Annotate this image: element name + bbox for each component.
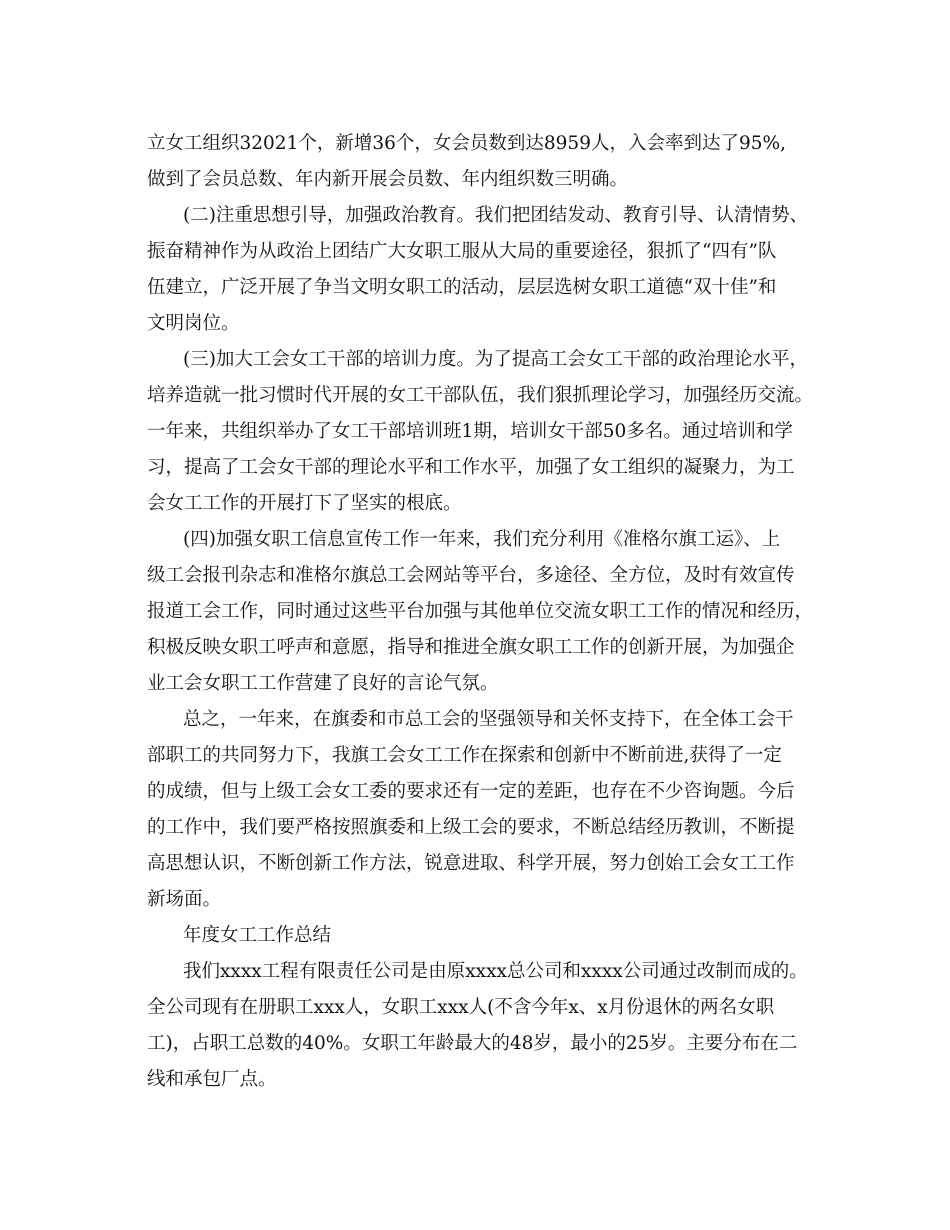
text-line: 全公司现有在册职工xxx人，女职工xxx人(不含今年x、x月份退休的两名女职 (147, 997, 775, 1018)
text-line: 的成绩，但与上级工会女工委的要求还有一定的差距，也存在不少咨询题。今后 (147, 781, 795, 802)
text-line: 振奋精神作为从政治上团结广大女职工服从大局的重要途径，狠抓了“四有”队 (147, 241, 777, 262)
text-line: 部职工的共同努力下，我旗工会女工工作在探索和创新中不断前进,获得了一定 (147, 745, 782, 766)
text-line: 文明岗位。 (147, 313, 240, 334)
text-line: 立女工组织32021个，新增36个，女会员数到达8959人，入会率到达了95%, (147, 133, 786, 154)
paragraph-start: (三)加大工会女工干部的培训力度。为了提高工会女工干部的政治理论水平， (183, 349, 808, 370)
text-line: 业工会女职工工作营建了良好的言论气氛。 (147, 673, 499, 694)
text-line: 培养造就一批习惯时代开展的女工干部队伍，我们狠抓理论学习，加强经历交流。 (147, 385, 814, 406)
text-line: 一年来，共组织举办了女工干部培训班1期，培训女干部50多名。通过培训和学 (147, 421, 793, 442)
text-line: 高思想认识，不断创新工作方法，锐意进取、科学开展，努力创始工会女工工作 (147, 853, 795, 874)
text-line: 级工会报刊杂志和准格尔旗总工会网站等平台，多途径、全方位，及时有效宣传 (147, 565, 795, 586)
paragraph-start: (二)注重思想引导，加强政治教育。我们把团结发动、教育引导、认清情势、 (183, 205, 808, 226)
text-line: 积极反映女职工呼声和意愿，指导和推进全旗女职工工作的创新开展，为加强企 (147, 637, 795, 658)
text-line: 报道工会工作，同时通过这些平台加强与其他单位交流女职工工作的情况和经历， (147, 601, 814, 622)
section-heading: 年度女工工作总结 (183, 925, 332, 946)
text-line: 伍建立，广泛开展了争当文明女职工的活动，层层选树女职工道德“双十佳”和 (147, 277, 777, 298)
text-line: 习，提高了工会女干部的理论水平和工作水平，加强了女工组织的凝聚力，为工 (147, 457, 795, 478)
text-line: 工)，占职工总数的40%。女职工年龄最大的48岁，最小的25岁。主要分布在二 (147, 1033, 798, 1054)
text-line: 的工作中，我们要严格按照旗委和上级工会的要求，不断总结经历教训，不断提 (147, 817, 795, 838)
text-line: 做到了会员总数、年内新开展会员数、年内组织数三明确。 (147, 169, 629, 190)
text-line: 新场面。 (147, 889, 222, 910)
text-line: 会女工工作的开展打下了坚实的根底。 (147, 493, 462, 514)
paragraph-start: (四)加强女职工信息宣传工作一年来，我们充分利用《准格尔旗工运》、上 (183, 529, 781, 550)
text-line: 线和承包厂点。 (147, 1069, 277, 1090)
paragraph-start: 总之，一年来，在旗委和市总工会的坚强领导和关怀支持下，在全体工会干 (183, 709, 794, 730)
paragraph-start: 我们xxxx工程有限责任公司是由原xxxx总公司和xxxx公司通过改制而成的。 (183, 961, 808, 982)
